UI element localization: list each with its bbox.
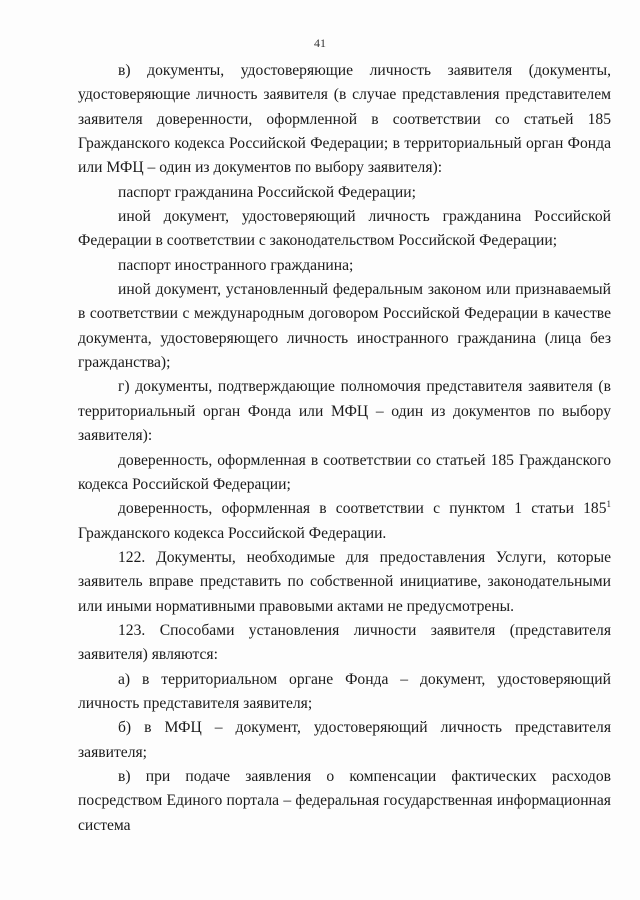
paragraph-123: 123. Способами установления личности заявителя (представителя заявителя) являются: xyxy=(78,621,611,664)
paragraph-power-of-attorney-185-1 xyxy=(78,497,611,546)
article-superscript: 1 xyxy=(606,499,611,509)
paragraph-passport-rf: паспорт гражданина Российской Федерации; xyxy=(118,183,416,201)
paragraph-power-of-attorney-185: доверенность, оформленная в соответствии со статьей 185 Гражданского кодекса Российской Федерации; xyxy=(78,451,611,493)
power-of-attorney-text-end: Гражданского кодекса Российской Федерации. xyxy=(78,524,387,542)
paragraph-item-g-authority-documents: г) документы, подтверждающие полномочия представителя заявителя (в территориальный орган Фонда или МФЦ – один из документов по выбору заявителя): xyxy=(78,378,611,445)
paragraph-foreign-passport: паспорт иностранного гражданина; xyxy=(118,256,354,274)
paragraph-other-document-rf: иной документ, удостоверяющий личность гражданина Российской Федерации в соответствии с законодательством Российской Федерации; xyxy=(78,208,611,250)
paragraph-123-a: а) в территориальном органе Фонда – документ, удостоверяющий личность представителя заявителя; xyxy=(78,670,611,712)
power-of-attorney-text: доверенность, оформленная в соответствии с пунктом 1 статьи 185 xyxy=(118,500,607,518)
paragraph-other-document-foreign: иной документ, установленный федеральным законом или признаваемый в соответствии с международным договором Российской Федерации в качестве документа, удостоверяющего личность иностранного гражданина (лица без гражданства); xyxy=(78,281,611,372)
paragraph-123-v: в) при подаче заявления о компенсации фактических расходов посредством Единого портала – федеральная государственная информационная система xyxy=(78,767,611,834)
paragraph-123-b: б) в МФЦ – документ, удостоверяющий личность представителя заявителя; xyxy=(78,719,611,761)
paragraph-item-v-identity-documents: в) документы, удостоверяющие личность заявителя (документы, удостоверяющие личность заявителя (в случае представления представителем заявителя доверенности, оформленной в соответствии со статьей 185 Гражданского кодекса Российской Федерации; в территориальный орган Фонда или МФЦ – один из документов по выбору заявителя): xyxy=(78,62,611,177)
page-number: 41 xyxy=(314,36,326,50)
document-body xyxy=(78,59,611,838)
paragraph-122: 122. Документы, необходимые для предоставления Услуги, которые заявитель вправе представить по собственной инициативе, законодательными или иными нормативными правовыми актами не предусмотрены. xyxy=(78,548,611,615)
